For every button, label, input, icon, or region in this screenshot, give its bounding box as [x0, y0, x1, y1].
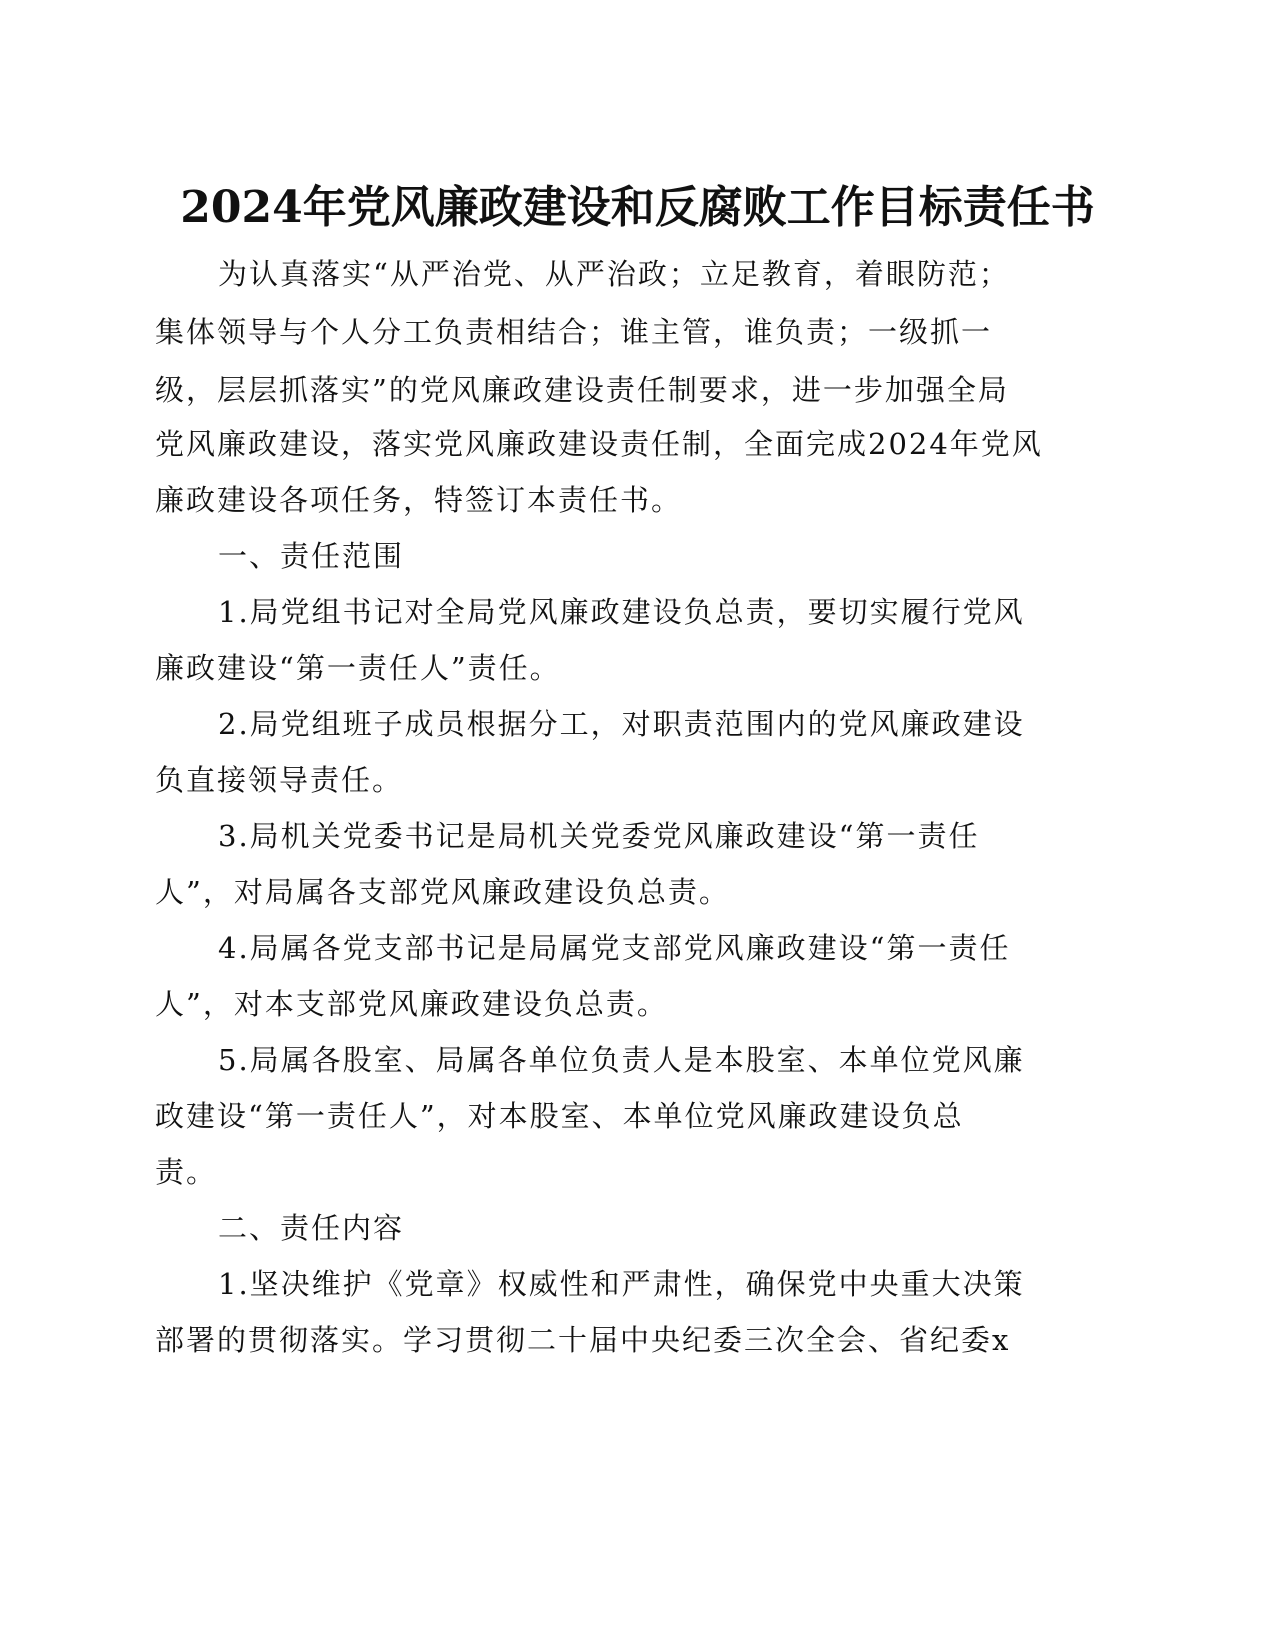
- document-title: 2024年党风廉政建设和反腐败工作目标责任书: [180, 182, 1095, 233]
- paragraph-line: 政建设“第一责任人”，对本股室、本单位党风廉政建设负总: [155, 1099, 964, 1133]
- paragraph-line: 负直接领导责任。: [155, 763, 404, 797]
- paragraph-line: 廉政建设各项任务，特签订本责任书。: [155, 483, 683, 517]
- paragraph-line: 集体领导与个人分工负责相结合；谁主管，谁负责；一级抓一: [155, 315, 993, 349]
- section-heading: 一、责任范围: [218, 539, 405, 573]
- paragraph-line: 5.局属各股室、局属各单位负责人是本股室、本单位党风廉: [218, 1043, 1025, 1077]
- paragraph-line: 1.局党组书记对全局党风廉政建设负总责，要切实履行党风: [218, 595, 1025, 629]
- paragraph-line: 责。: [155, 1155, 218, 1189]
- paragraph-line: 为认真落实“从严治党、从严治政；立足教育，着眼防范；: [218, 257, 1010, 291]
- paragraph-line: 廉政建设“第一责任人”责任。: [155, 651, 561, 685]
- paragraph-line: 党风廉政建设，落实党风廉政建设责任制，全面完成2024年党风: [155, 427, 1043, 461]
- paragraph-line: 3.局机关党委书记是局机关党委党风廉政建设“第一责任: [218, 819, 980, 853]
- paragraph-line: 1.坚决维护《党章》权威性和严肃性，确保党中央重大决策: [218, 1267, 1025, 1301]
- paragraph-line: 人”，对局属各支部党风廉政建设负总责。: [155, 875, 730, 909]
- paragraph-line: 2.局党组班子成员根据分工，对职责范围内的党风廉政建设: [218, 707, 1025, 741]
- section-heading: 二、责任内容: [218, 1211, 405, 1245]
- paragraph-line: 人”，对本支部党风廉政建设负总责。: [155, 987, 668, 1021]
- paragraph-line: 部署的贯彻落实。学习贯彻二十届中央纪委三次全会、省纪委x: [155, 1323, 1011, 1357]
- paragraph-line: 级，层层抓落实”的党风廉政建设责任制要求，进一步加强全局: [155, 373, 1009, 407]
- paragraph-line: 4.局属各党支部书记是局属党支部党风廉政建设“第一责任: [218, 931, 1011, 965]
